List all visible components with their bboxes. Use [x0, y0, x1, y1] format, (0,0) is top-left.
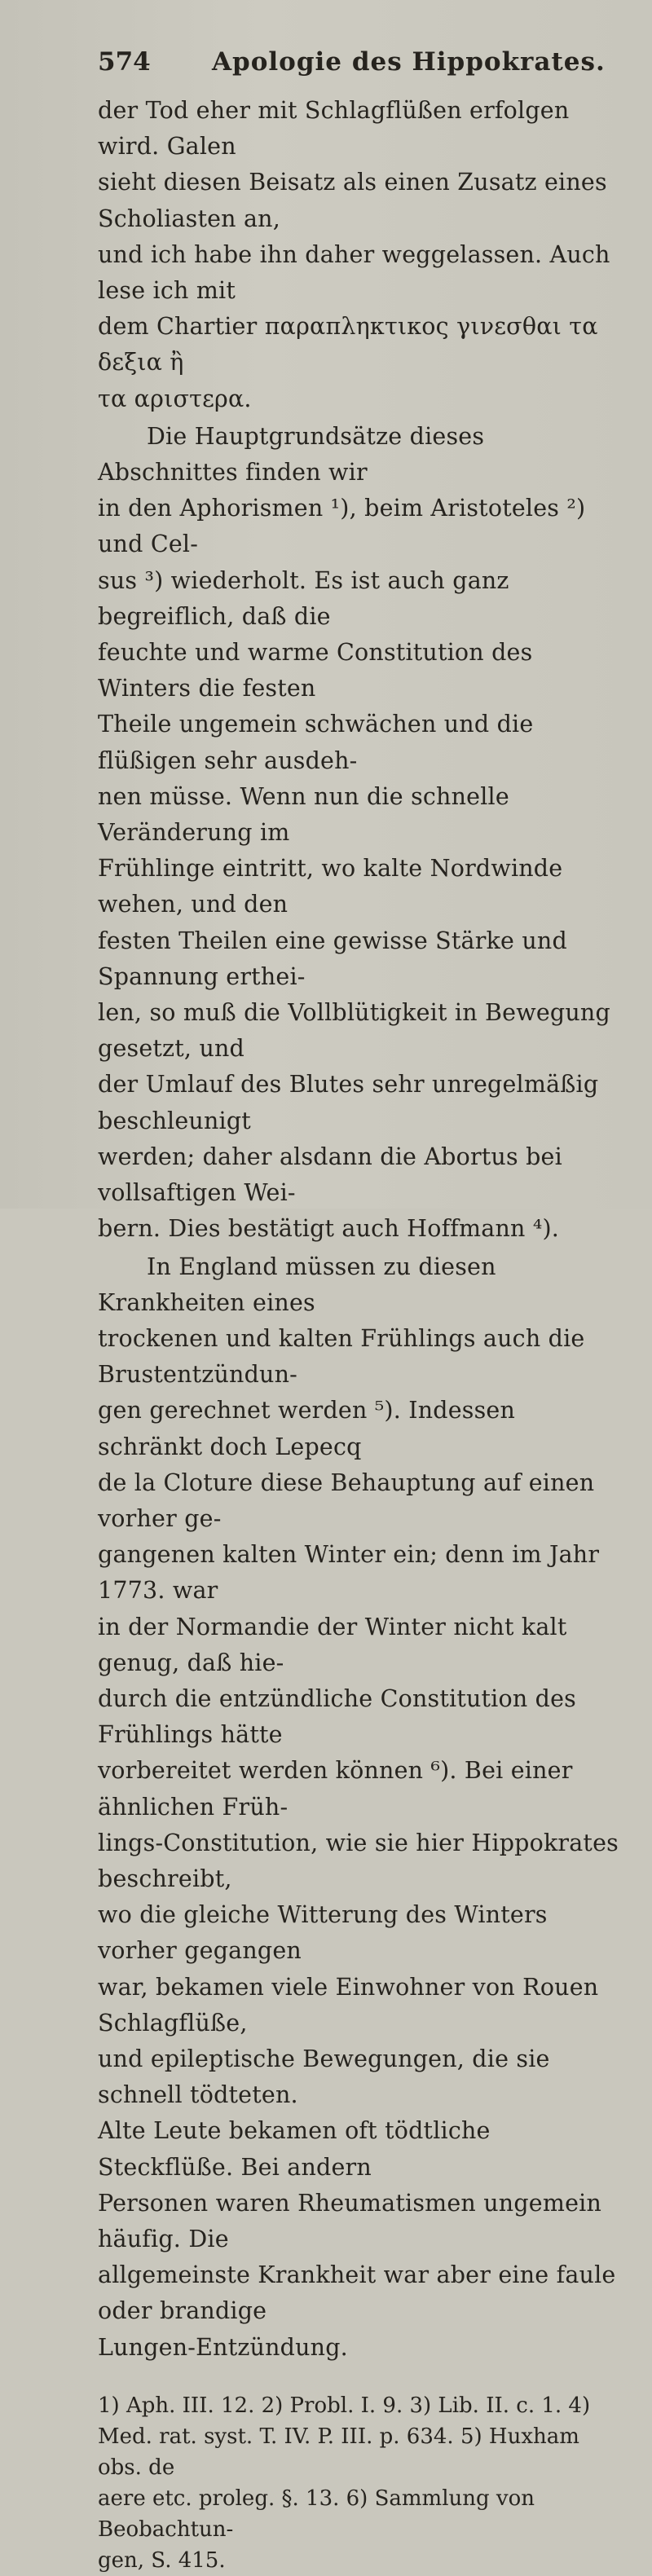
paragraph-2: Die Hauptgrundsätze dieses Abschnittes finden wir in den Aphorismen ¹), beim Aristoteles ²) und Cel- sus ³) wiederholt. Es ist auch ganz begreiflich, daß die feuchte und warme Constitution des Winters die festen Theile ungemein schwächen und die flüßigen sehr ausdeh- nen müsse. Wenn nun die schnelle Veränderung im Frühlinge eintritt, wo kalte Nordwinde wehen, und den festen Theilen eine gewisse Stärke und Spannung erthei- len, so muß die Vollblütigkeit in Bewegung gesetzt, und der Umlauf des Blutes sehr unregelmäßig beschleunigt werden; daher alsdann die Abortus bei vollsaftigen Wei- bern. Dies bestätigt auch Hoffmann ⁴). [98, 422, 610, 1243]
page-header [98, 47, 619, 77]
paragraph-3: In England müssen zu diesen Krankheiten eines trockenen und kalten Frühlings auch die Brustentzündun- gen gerechnet werden ⁵). Indessen schränkt doch Lepecq de la Cloture diese Behauptung auf einen vorher ge- gangenen kalten Winter ein; denn im Jahr 1773. war in der Normandie der Winter nicht kalt genug, daß hie- durch die entzündliche Constitution des Frühlings hätte vorbereitet werden können ⁶). Bei einer ähnlichen Früh- lings-Constitution, wie sie hier Hippokrates beschreibt, wo die gleiche Witterung des Winters vorher gegangen war, bekamen viele Einwohner von Rouen Schlagflüße, und epileptische Bewegungen, die sie schnell tödteten. Alte Leute bekamen oft tödtliche Steckflüße. Bei andern Personen waren Rheumatismen ungemein häufig. Die allgemeinste Krankheit war aber eine faule oder brandige Lungen-Entzündung. [98, 1253, 619, 2361]
paragraph-1: der Tod eher mit Schlagflüßen erfolgen wird. Galen sieht diesen Beisatz als einen Zusatz eines Scholiasten an, und ich habe ihn daher weggelassen. Auch lese ich mit dem Chartier παραπληκτικος γινεσθαι τα δεξια ἢ τα αριστερα. [98, 97, 610, 412]
footnotes: 1) Aph. III. 12. 2) Probl. I. 9. 3) Lib. II. c. 1. 4) Med. rat. syst. T. IV. P. III. p. 634. 5) Huxham obs. de aere etc. proleg. §. 13. 6) Sammlung von Beobachtun- gen, S. 415. [98, 2393, 591, 2573]
running-title: Apologie des Hippokrates. [212, 47, 606, 77]
page-number: 574 [98, 47, 151, 77]
